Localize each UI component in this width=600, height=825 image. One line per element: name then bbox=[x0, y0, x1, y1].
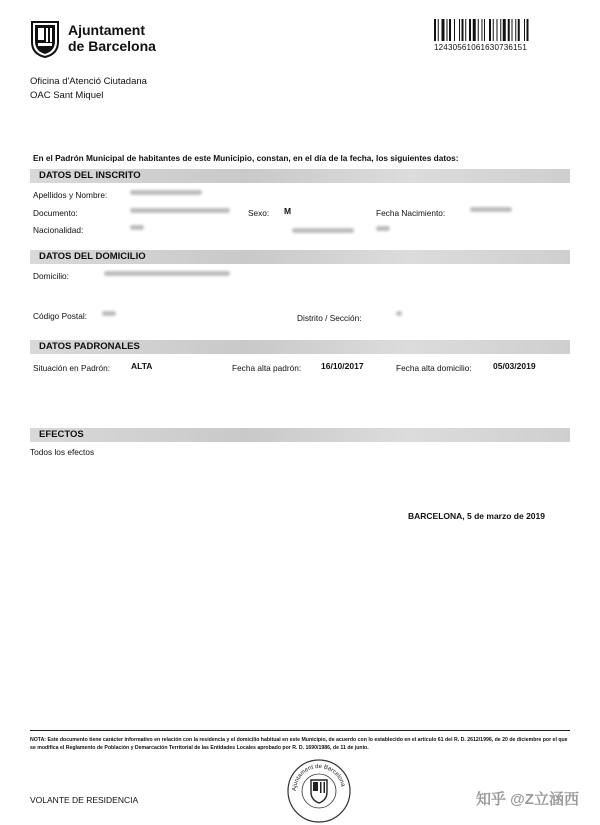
barcode-bar bbox=[512, 19, 513, 41]
barcode-bar bbox=[438, 19, 439, 41]
redacted-name bbox=[130, 190, 202, 195]
organization-name-line1: Ajuntament bbox=[68, 22, 145, 38]
office-name: Oficina d'Atenció Ciutadana bbox=[30, 76, 147, 87]
barcode-bar bbox=[465, 19, 466, 41]
barcode-bar bbox=[482, 19, 483, 41]
barcode-bar bbox=[478, 19, 479, 41]
intro-text: En el Padrón Municipal de habitantes de este Municipio, constan, en el día de la fecha, los siguientes datos: bbox=[33, 153, 459, 163]
barcode-bar bbox=[518, 19, 520, 41]
distrito-label: Distrito / Sección: bbox=[297, 313, 362, 323]
codigo-postal-label: Código Postal: bbox=[33, 311, 87, 321]
redacted-document bbox=[130, 208, 230, 213]
fecha-alta-domicilio-label: Fecha alta domicilio: bbox=[396, 363, 472, 373]
barcode-bar bbox=[508, 19, 510, 41]
office-branch: OAC Sant Miquel bbox=[30, 90, 104, 101]
efectos-value: Todos los efectos bbox=[30, 447, 95, 457]
redacted-address bbox=[104, 271, 230, 276]
svg-text:Ajuntament de Barcelona bbox=[292, 764, 346, 791]
redacted-postal-code bbox=[102, 311, 116, 316]
sexo-value: M bbox=[284, 206, 292, 216]
fecha-alta-domicilio-value: 05/03/2019 bbox=[493, 361, 536, 371]
seal-text: Ajuntament de Barcelona bbox=[291, 763, 346, 792]
barcode-bar bbox=[503, 19, 506, 41]
sexo-label: Sexo: bbox=[248, 208, 270, 218]
barcode-bar bbox=[434, 19, 436, 41]
section-title-inscrito: DATOS DEL INSCRITO bbox=[39, 170, 141, 181]
fecha-alta-label: Fecha alta padrón: bbox=[232, 363, 302, 373]
barcode-bar bbox=[527, 19, 529, 41]
legal-note: NOTA: Este documento tiene carácter informativo en relación con la residencia y el domicilio habitual en este Municipio, de acuerdo con lo establecido en el artículo 61 del R. D. 2612/1996, de 20 de diciembre por el que se modifica el Reglamento de Población y Demarcación Territorial de las Entidades Locales aprobado por R. D. 1690/1986, de 11 de junio. bbox=[30, 737, 568, 751]
barcelona-coat-of-arms-logo bbox=[30, 20, 60, 58]
redacted-nationality bbox=[130, 225, 144, 230]
barcode-bar bbox=[489, 19, 491, 41]
section-title-padronales: DATOS PADRONALES bbox=[39, 341, 140, 352]
redacted-district bbox=[396, 311, 402, 316]
watermark: 知乎 @Z立涵西 bbox=[476, 791, 579, 808]
organization-name bbox=[68, 22, 156, 54]
barcode-bar bbox=[473, 19, 476, 41]
city-date: BARCELONA, 5 de marzo de 2019 bbox=[408, 511, 545, 521]
redacted-birth-date bbox=[470, 207, 512, 212]
barcode-bar bbox=[454, 19, 455, 41]
section-title-domicilio: DATOS DEL DOMICILIO bbox=[39, 251, 146, 262]
situacion-label: Situación en Padrón: bbox=[33, 363, 111, 373]
barcode-bar bbox=[500, 19, 501, 41]
official-stamp-seal-icon bbox=[286, 758, 352, 824]
barcode bbox=[434, 19, 556, 41]
barcode-bar bbox=[459, 19, 460, 41]
barcode-bar bbox=[469, 19, 471, 41]
barcode-bar bbox=[462, 19, 464, 41]
office-block bbox=[30, 75, 147, 103]
barcode-bar bbox=[447, 19, 448, 41]
barcode-bar bbox=[524, 19, 525, 41]
fecha-alta-value: 16/10/2017 bbox=[321, 361, 364, 371]
redacted-nationality-extra bbox=[376, 226, 390, 231]
apellidos-label: Apellidos y Nombre: bbox=[33, 190, 108, 200]
fecha-nacimiento-label: Fecha Nacimiento: bbox=[376, 208, 446, 218]
barcode-bar bbox=[515, 19, 516, 41]
barcode-number: 12430561061630736151 bbox=[434, 43, 527, 52]
section-title-efectos: EFECTOS bbox=[39, 429, 84, 440]
divider-rule bbox=[30, 730, 570, 731]
domicilio-label: Domicilio: bbox=[33, 271, 69, 281]
documento-label: Documento: bbox=[33, 208, 78, 218]
redacted-nationality-detail bbox=[292, 228, 354, 233]
situacion-value: ALTA bbox=[131, 361, 153, 371]
barcode-bar bbox=[493, 19, 494, 41]
section-bar-efectos bbox=[30, 428, 570, 442]
barcode-bar bbox=[497, 19, 498, 41]
barcode-bar bbox=[442, 19, 445, 41]
organization-name-line2: de Barcelona bbox=[68, 38, 156, 54]
nacionalidad-label: Nacionalidad: bbox=[33, 225, 84, 235]
barcode-bar bbox=[484, 19, 485, 41]
footer-label: VOLANTE DE RESIDENCIA bbox=[30, 795, 139, 805]
barcode-bar bbox=[449, 19, 451, 41]
